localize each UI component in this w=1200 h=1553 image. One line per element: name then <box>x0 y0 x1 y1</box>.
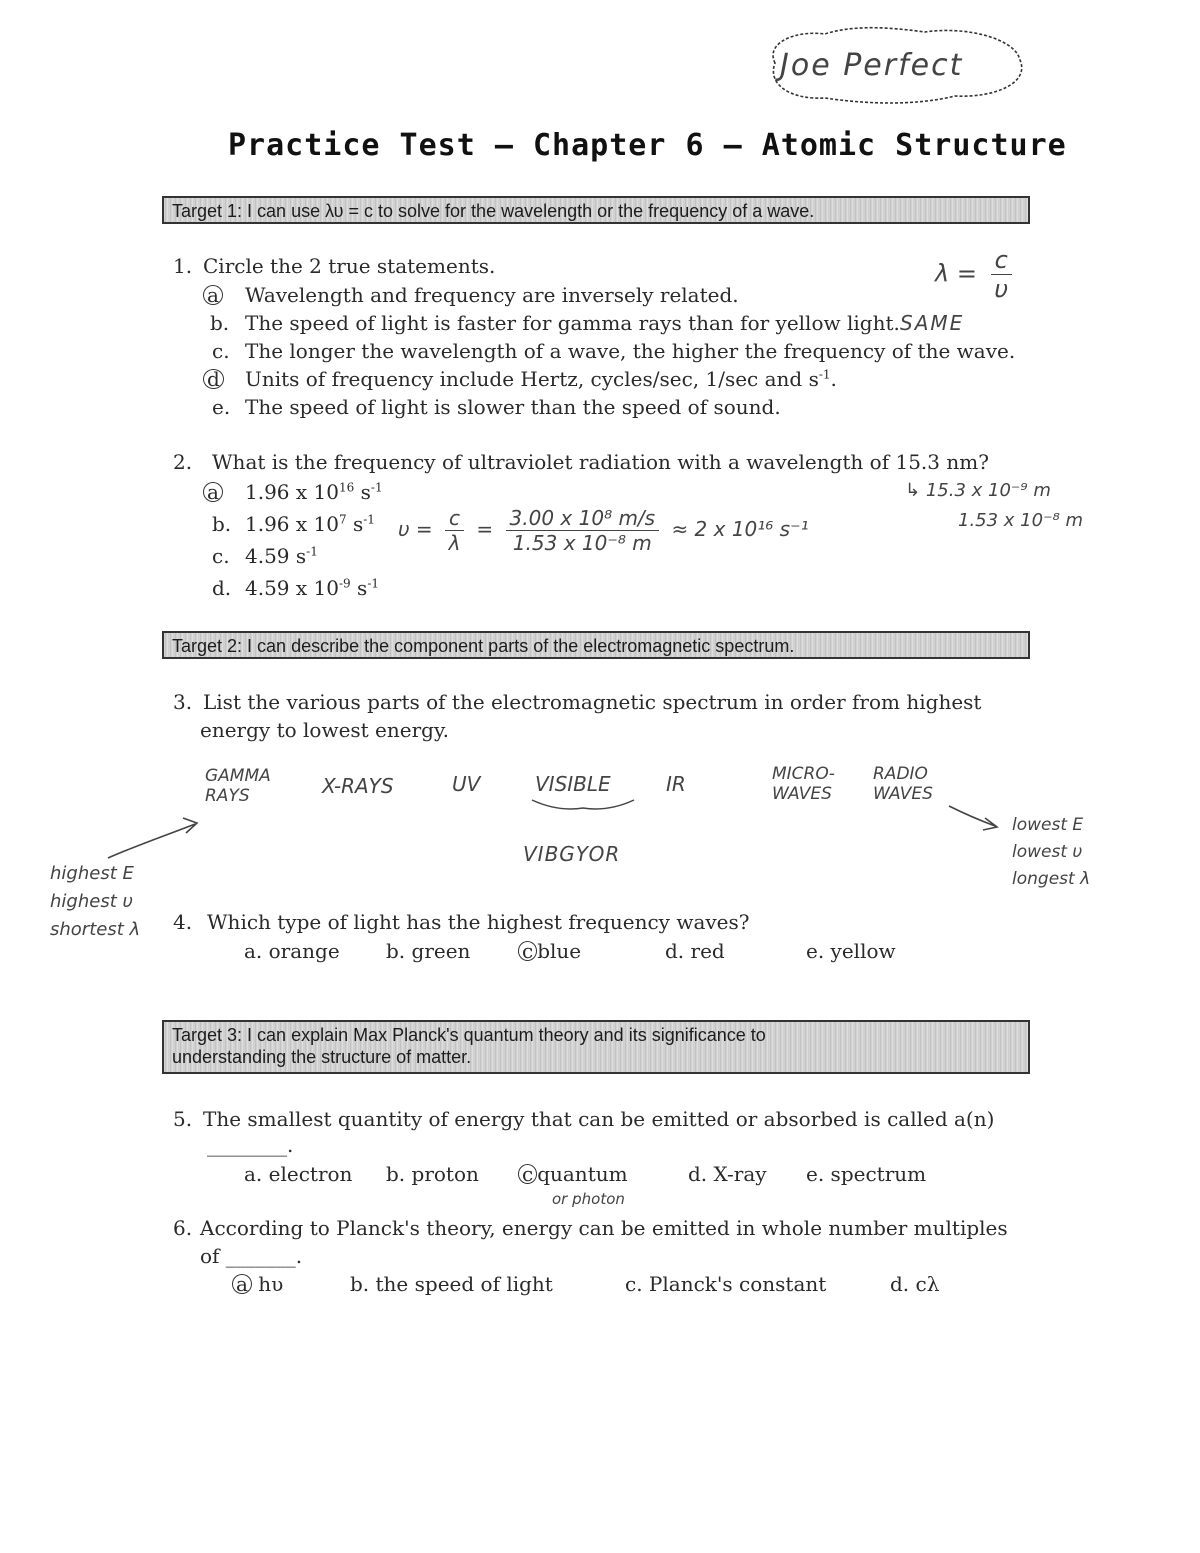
q2-option-c-letter: c. <box>212 544 230 568</box>
target-3-text-line-1: Target 3: I can explain Max Planck's quantum theory and its significance to <box>172 1025 766 1045</box>
q6-option-a <box>232 1272 283 1296</box>
q5-option-a: a. electron <box>244 1162 353 1186</box>
q5-option-c-text: quantum <box>537 1162 628 1186</box>
question-1-stem: Circle the 2 true statements. <box>203 254 496 278</box>
formula-num: c <box>991 246 1012 275</box>
question-6-stem-line-2: of _______. <box>200 1244 303 1268</box>
q3-answer-gamma: GAMMA RAYS <box>205 766 271 806</box>
q2-a-unit-exp: -1 <box>370 480 383 495</box>
q6-option-d: d. cλ <box>890 1272 940 1296</box>
circled-answer-mark: a <box>232 1274 252 1294</box>
q2-conversion-1: ↳ 15.3 x 10⁻⁹ m <box>905 480 1051 501</box>
q2-b-exp: 7 <box>338 512 347 527</box>
q2-a-unit: s <box>360 480 371 504</box>
target-2-text: Target 2: I can describe the component parts of the electromagnetic spectrum. <box>172 636 795 656</box>
q4-option-e: e. yellow <box>806 939 896 963</box>
question-4-number: 4. <box>173 910 193 934</box>
target-3-text-line-2: understanding the structure of matter. <box>172 1047 472 1067</box>
target-1-text: Target 1: I can use λυ = c to solve for the wavelength or the frequency of a wave. <box>172 201 815 221</box>
q6-option-c: c. Planck's constant <box>625 1272 827 1296</box>
q1-option-d-label: Units of frequency include Hertz, cycles/sec, 1/sec and s <box>245 367 819 391</box>
q1-option-a-text: Wavelength and frequency are inversely related. <box>245 283 739 307</box>
q2-work-lambda: λ <box>448 531 461 555</box>
right-note <box>1012 812 1090 893</box>
question-5-number: 5. <box>173 1107 193 1131</box>
q2-work-c: c <box>445 506 464 531</box>
question-2-stem: What is the frequency of ultraviolet radiation with a wavelength of 15.3 nm? <box>212 450 989 474</box>
q3-answer-radio: RADIO WAVES <box>873 764 933 804</box>
formula-lhs: λ = <box>935 259 977 288</box>
q6-option-a-text: hυ <box>258 1272 284 1296</box>
q1-option-a <box>203 283 223 307</box>
visible-brace <box>528 796 638 816</box>
q2-c-base: 4.59 <box>245 544 290 568</box>
left-note-line-1: highest E <box>50 863 134 884</box>
arrow-right-icon <box>945 800 1005 840</box>
q2-work-den: 1.53 x 10⁻⁸ m <box>512 531 652 555</box>
q2-work-frac1 <box>445 506 464 555</box>
q3-answer-visible: VISIBLE <box>535 772 611 796</box>
q5-option-d: d. X-ray <box>688 1162 767 1186</box>
left-note <box>50 860 140 944</box>
question-1-number: 1. <box>173 254 193 278</box>
q2-c-unit-exp: -1 <box>306 544 318 559</box>
right-note-line-1: lowest E <box>1012 815 1084 835</box>
q3-vibgyor: VIBGYOR <box>523 842 621 866</box>
q2-option-b-letter: b. <box>212 512 232 536</box>
target-1-banner <box>162 196 1030 224</box>
q1-option-e-text: The speed of light is slower than the speed of sound. <box>245 395 781 419</box>
q2-option-a-text <box>245 480 383 504</box>
q1-option-d <box>203 367 224 391</box>
formula-fraction <box>991 246 1012 303</box>
q2-conversion-2: 1.53 x 10⁻⁸ m <box>958 510 1084 531</box>
circled-answer-mark: c <box>518 1164 537 1184</box>
left-note-line-2: highest υ <box>50 891 133 912</box>
q2-b-base: 1.96 x 10 <box>245 512 339 536</box>
q2-work-lhs: υ = <box>398 517 433 541</box>
q4-option-d: d. red <box>665 939 725 963</box>
q2-work-result: ≈ 2 x 10¹⁶ s⁻¹ <box>671 517 809 541</box>
formula-note <box>935 246 1018 303</box>
circled-answer-mark: a <box>203 482 223 502</box>
circled-answer-mark: a <box>203 285 223 305</box>
q2-b-unit-exp: -1 <box>363 512 375 527</box>
right-note-line-2: lowest υ <box>1012 842 1083 862</box>
q2-option-d-text <box>245 576 379 600</box>
q4-option-c <box>518 939 581 963</box>
q5-option-e: e. spectrum <box>806 1162 927 1186</box>
q2-option-b-text <box>245 512 375 536</box>
q4-option-a: a. orange <box>244 939 340 963</box>
q3-answer-ir: IR <box>666 772 686 796</box>
q2-conv1-text: 15.3 x 10⁻⁹ m <box>925 480 1051 501</box>
q2-option-c-text <box>245 544 318 568</box>
right-note-line-3: longest λ <box>1012 869 1091 889</box>
q1-option-b-letter: b. <box>210 311 230 335</box>
question-3-number: 3. <box>173 690 193 714</box>
q5-option-c <box>518 1162 628 1186</box>
question-4-stem: Which type of light has the highest frequency waves? <box>207 910 750 934</box>
question-6-stem-line-1: According to Planck's theory, energy can be emitted in whole number multiples <box>200 1216 1008 1240</box>
q1-option-d-text: Units of frequency include Hertz, cycles/sec, 1/sec and $s^{-1}$. <box>245 367 837 391</box>
note-same: SAME <box>900 311 965 335</box>
q2-work-frac2 <box>506 506 660 555</box>
q2-option-d-letter: d. <box>212 576 232 600</box>
q1-option-c-letter: c. <box>212 339 230 363</box>
q5-note: or photon <box>552 1190 625 1208</box>
target-3-banner <box>162 1020 1030 1074</box>
q5-blank: ________. <box>207 1133 294 1157</box>
q4-option-c-text: blue <box>537 939 582 963</box>
q6-option-b: b. the speed of light <box>350 1272 553 1296</box>
circled-answer-mark: c <box>518 941 537 961</box>
question-5-stem: The smallest quantity of energy that can be emitted or absorbed is called a(n) <box>203 1107 995 1131</box>
q1-option-b-text: The speed of light is faster for gamma rays than for yellow light. <box>245 311 900 335</box>
q2-b-unit: s <box>352 512 364 536</box>
q3-answer-uv: UV <box>452 772 481 796</box>
q2-a-exp: 16 <box>338 480 355 495</box>
circled-answer-mark: d <box>203 369 224 389</box>
q2-c-unit: s <box>289 544 307 568</box>
q2-d-unit: s <box>357 576 368 600</box>
question-6-number: 6. <box>173 1216 193 1240</box>
q4-option-b: b. green <box>386 939 471 963</box>
q3-answer-xrays: X-RAYS <box>322 774 394 798</box>
q2-d-base: 4.59 x 10 <box>245 576 339 600</box>
question-3-stem-line-2: energy to lowest energy. <box>200 718 449 742</box>
question-2-number: 2. <box>173 450 193 474</box>
q2-option-a <box>203 480 223 504</box>
q2-d-unit-exp: -1 <box>367 576 380 591</box>
page-title: Practice Test – Chapter 6 – Atomic Structure <box>228 128 1067 163</box>
q5-option-b: b. proton <box>386 1162 479 1186</box>
q2-d-exp: -9 <box>338 576 351 591</box>
q2-work: υ = $\frac{c}{\lambda}$ = $\frac{\text{3.00 x 10⁸ m/s}}{\text{1.53 x 10⁻⁸ m}}$ ≈ 2 x 10¹⁶ s⁻¹ <box>398 506 809 555</box>
left-note-line-3: shortest λ <box>50 919 141 940</box>
q1-option-c-text: The longer the wavelength of a wave, the higher the frequency of the wave. <box>245 339 1016 363</box>
q2-a-base: 1.96 x 10 <box>245 480 339 504</box>
formula-den: υ <box>994 275 1009 303</box>
arrow-left-icon <box>100 808 210 868</box>
target-2-banner <box>162 631 1030 659</box>
q1-option-e-letter: e. <box>212 395 231 419</box>
question-3-stem-line-1: List the various parts of the electromagnetic spectrum in order from highest <box>203 690 982 714</box>
signature: Joe Perfect <box>780 48 964 83</box>
q2-work-num: 3.00 x 10⁸ m/s <box>506 506 660 531</box>
q3-answer-microwaves: MICRO-WAVES <box>772 764 835 804</box>
